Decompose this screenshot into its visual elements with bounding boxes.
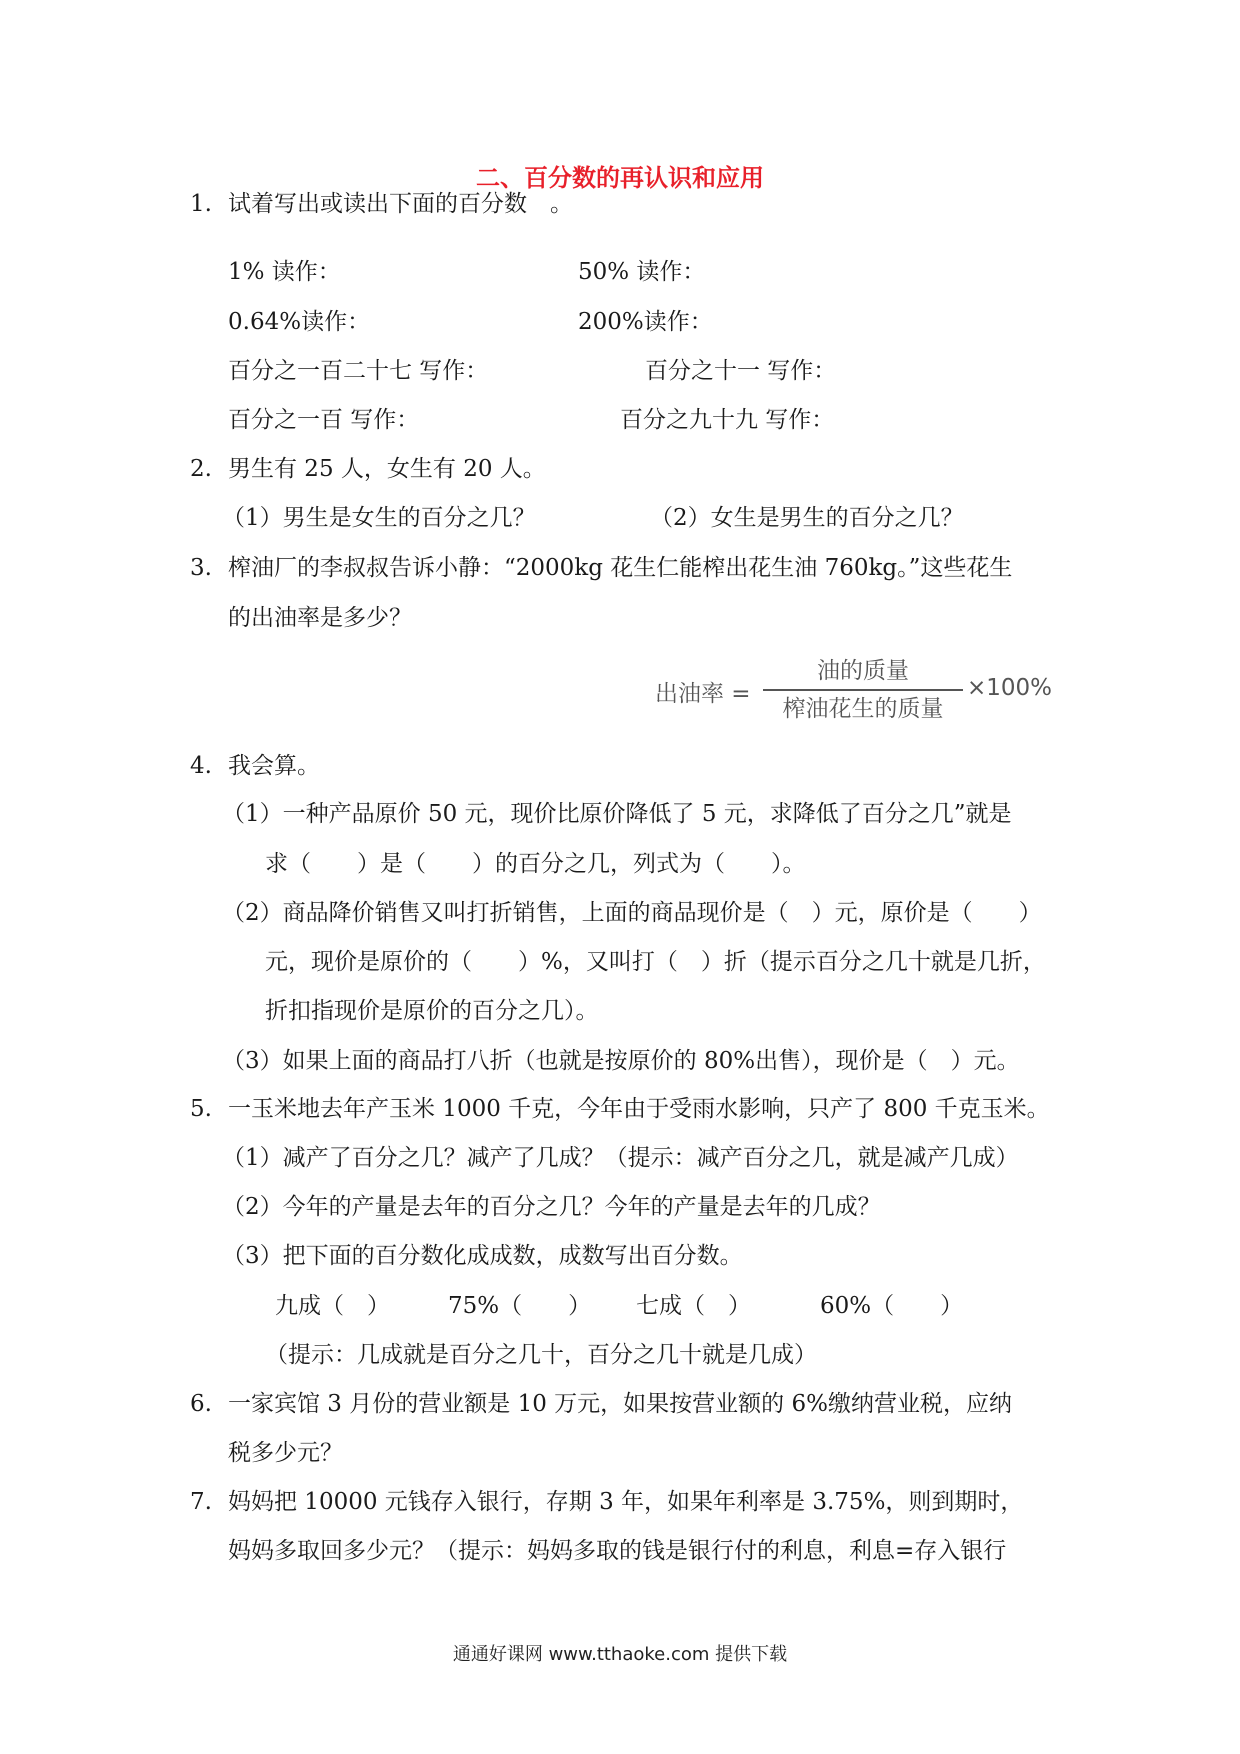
q5-convert-3: 七成（ ） <box>636 1293 751 1319</box>
q1-item-4b: 百分之九十九 写作： <box>620 407 835 433</box>
q6-number: 6. <box>190 1391 212 1417</box>
q4-sub-1-line1: （1）一种产品原价 50 元，现价比原价降低了 5 元，求降低了百分之几”就是 <box>222 801 1012 827</box>
q6-text-line1: 一家宾馆 3 月份的营业额是 10 万元，如果按营业额的 6%缴纳营业税，应纳 <box>228 1391 1012 1417</box>
q5-convert-2: 75%（ ） <box>448 1293 592 1319</box>
footer-credit: 通通好课网 www.tthaoke.com 提供下载 <box>452 1644 788 1665</box>
q4-sub-2-line3: 折扣指现价是原价的百分之几）。 <box>265 998 599 1024</box>
q5-convert-1: 九成（ ） <box>275 1293 390 1319</box>
q2-number: 2. <box>190 456 212 482</box>
q3-text-line2: 的出油率是多少？ <box>228 605 412 631</box>
formula-numerator: 油的质量 <box>817 658 909 684</box>
q4-number: 4. <box>190 753 212 779</box>
q6-text-line2: 税多少元？ <box>228 1440 343 1466</box>
q7-text-line2: 妈妈多取回多少元？（提示：妈妈多取的钱是银行付的利息，利息=存入银行 <box>228 1538 1007 1564</box>
q5-sub-3: （3）把下面的百分数化成成数，成数写出百分数。 <box>222 1243 743 1269</box>
q1-item-2a: 0.64%读作： <box>228 309 371 335</box>
q7-number: 7. <box>190 1489 212 1515</box>
q5-hint: （提示：几成就是百分之几十，百分之几十就是几成） <box>265 1342 817 1368</box>
q5-sub-1: （1）减产了百分之几？减产了几成？（提示：减产百分之几，就是减产几成） <box>222 1145 1019 1171</box>
q4-text: 我会算。 <box>228 753 320 779</box>
fraction-bar <box>763 689 963 691</box>
q1-item-1a: 1% 读作： <box>228 259 341 285</box>
formula-fraction <box>763 655 963 725</box>
q3-number: 3. <box>190 555 212 581</box>
q1-item-3a: 百分之一百二十七 写作： <box>228 358 489 384</box>
q4-sub-2-line2: 元，现价是原价的（ ）%，又叫打（ ）折（提示百分之几十就是几折， <box>265 949 1046 975</box>
q4-sub-2-line1: （2）商品降价销售又叫打折销售，上面的商品现价是（ ）元，原价是（ ） <box>222 900 1042 926</box>
q2-sub-1: （1）男生是女生的百分之几？ <box>222 505 536 531</box>
q2-text: 男生有 25 人，女生有 20 人。 <box>228 456 546 482</box>
q4-sub-1-line2: 求（ ）是（ ）的百分之几，列式为（ ）。 <box>265 851 806 877</box>
q5-sub-2: （2）今年的产量是去年的百分之几？今年的产量是去年的几成？ <box>222 1194 881 1220</box>
formula-rhs: ×100% <box>967 675 1053 701</box>
q5-number: 5. <box>190 1096 212 1122</box>
q1-item-1b: 50% 读作： <box>578 259 706 285</box>
q1-item-2b: 200%读作： <box>578 309 713 335</box>
q2-sub-2: （2）女生是男生的百分之几？ <box>650 505 964 531</box>
page-title: 二、百分数的再认识和应用 <box>476 164 764 192</box>
q3-text-line1: 榨油厂的李叔叔告诉小静：“2000kg 花生仁能榨出花生油 760kg。”这些花生 <box>228 555 1013 581</box>
q1-text: 试着写出或读出下面的百分数 。 <box>228 191 573 217</box>
q1-item-4a: 百分之一百 写作： <box>228 407 420 433</box>
formula-denominator: 榨油花生的质量 <box>782 696 944 722</box>
q1-item-3b: 百分之十一 写作： <box>645 358 837 384</box>
q5-convert-4: 60%（ ） <box>820 1293 964 1319</box>
q4-sub-3: （3）如果上面的商品打八折（也就是按原价的 80%出售），现价是（ ）元。 <box>222 1048 1020 1074</box>
q5-text: 一玉米地去年产玉米 1000 千克，今年由于受雨水影响，只产了 800 千克玉米。 <box>228 1096 1050 1122</box>
formula-lhs: 出油率 = <box>655 681 751 707</box>
q1-number: 1. <box>190 191 212 217</box>
q7-text-line1: 妈妈把 10000 元钱存入银行，存期 3 年，如果年利率是 3.75%，则到期时， <box>228 1489 1024 1515</box>
